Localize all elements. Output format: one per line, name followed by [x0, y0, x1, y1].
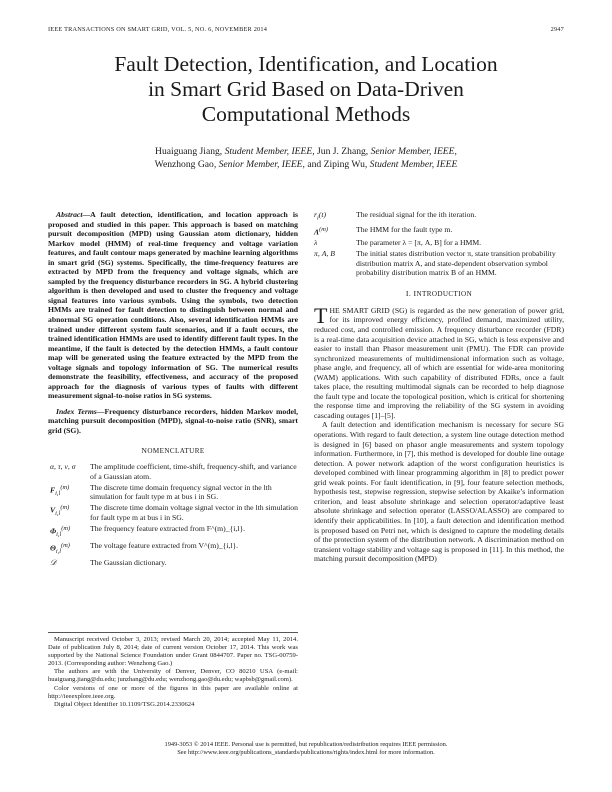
nomenclature-symbol: $\Lambda^{(m)}$	[314, 225, 329, 237]
author-list	[48, 145, 564, 171]
author-line: Wenzhong Gao, Senior Member, IEEE, and Ziping Wu, Student Member, IEEE	[154, 159, 458, 170]
nomenclature-definition: The amplitude coefficient, time-shift, frequency-shift, and variance of a Gaussian atom.	[90, 462, 297, 481]
nomenclature-definition: The initial states distribution vector π, state transition probability distribution matrix A, and state-dependent observation symbol probability distribution matrix B of an HMM.	[356, 249, 556, 278]
nomenclature-symbol: $\Theta_{i,l}^{(m)}$	[50, 542, 70, 556]
nomenclature-row	[48, 483, 298, 504]
nomenclature-definition: The parameter λ = [π, A, B] for a HMM.	[356, 238, 482, 248]
nomenclature-definition: The Gaussian dictionary.	[90, 558, 167, 568]
intro-paragraph	[314, 302, 564, 421]
nomenclature-row	[314, 238, 564, 249]
nomenclature-symbol: $V_{i,l}^{(m)}$	[50, 504, 70, 518]
intro-caps: HE SMART GRID (SG)	[329, 305, 408, 315]
nomenclature-symbol: $\Phi_{i,l}^{(m)}$	[50, 524, 71, 538]
nomenclature-row	[314, 210, 564, 225]
abstract-text: A fault detection, identification, and location approach is proposed and studied in this paper. This approach is based on matching pursuit decomposition (MPD) using Gaussian atom dictionary, hidden Markov model (HMM) of real-time frequency and voltage variation features, and fault contour maps generated by machine learning algorithms in smart grid (SG) systems. Specifically, the time-frequency features are extracted by MPD from the frequency and voltage signals, which are sampled by the frequency disturbance recorders in SG. A hybrid clustering algorithm is then developed and used to cluster the frequency and voltage signal features into various symbols. Using the symbols, two detection HMMs are trained for fault detection to distinguish between normal and abnormal SG operation conditions. Also, several identification HMMs are trained under different system fault scenarios, and if a fault occurs, the trained identification HMMs are used to identify different fault types. In the meantime, if the fault is detected by the detection HMMs, a fault contour map will be generated using the feature extracted by the MPD from the voltage signals and topology information of SG. The numerical results demonstrate the feasibility, effectiveness, and accuracy of the proposed approach for the diagnosis of various types of faults with different measurement signal-to-noise ratios in SG systems.	[48, 210, 298, 401]
nomenclature-symbol: 𝒟	[50, 558, 57, 568]
copyright-line: See http://www.ieee.org/publications_standards/publications/rights/index.html for more information.	[177, 749, 435, 757]
title-line: Computational Methods	[201, 102, 411, 126]
author-line: Huaiguang Jiang, Student Member, IEEE, Jun J. Zhang, Senior Member, IEEE,	[155, 146, 457, 157]
title-line: Fault Detection, Identification, and Location	[114, 52, 498, 76]
intro-text: is regarded as the new generation of power grid, for its improved energy efficiency, profiled demand, maximized utility, reduced cost, and controlled emission. A frequency disturbance recorder (FDR) is a real-time data acquisition device attached in SG, which is less expensive and easier to install than Phasor measurement unit (PMU). The FDR can provide synchronized measurements of multidimensional information such as voltage, phase angle, and frequency, all of which are essential for wide-area monitoring (WAM) applications. With such capability of distributed FDRs, once a fault takes place, the resulting multimodal signals can be recorded to help diagnose the fault type and locate the topological position, which is critical for shortening the response time and improving the reliability of the SG system in avoiding cascading outages [1]–[5].	[314, 305, 564, 420]
copyright-line: 1949-3053 © 2014 IEEE. Personal use is permitted, but republication/redistribution requires IEEE permission.	[164, 741, 448, 748]
footnote-color: Color versions of one or more of the figures in this paper are available online at http://ieeexplore.ieee.org.	[48, 684, 298, 700]
nomenclature-definition: The HMM for the fault type m.	[356, 224, 453, 234]
nomenclature-symbol: π, A, B	[314, 249, 335, 259]
nomenclature-row	[48, 558, 298, 569]
nomenclature-definition: The voltage feature extracted from V^(m)_{i,l}.	[90, 541, 239, 551]
right-column	[314, 210, 564, 564]
introduction-heading: I. INTRODUCTION	[405, 289, 473, 299]
nomenclature-row	[48, 503, 298, 524]
footnotes	[48, 632, 298, 709]
nomenclature-row	[48, 541, 298, 558]
nomenclature-table	[48, 462, 298, 569]
footnote-affiliation: The authors are with the University of Denver, Denver, CO 80210 USA (e-mail: huaiguang.jiang@du.edu; junzhang@du.edu; wenzhong.gao@du.edu; wapbsb@gmail.com).	[48, 668, 298, 684]
running-head	[48, 26, 564, 36]
abstract	[48, 210, 298, 401]
index-terms	[48, 407, 298, 436]
nomenclature-symbol: α, τ, ν, σ	[50, 462, 76, 472]
nomenclature-symbol: λ	[314, 238, 318, 248]
nomenclature-definition: The discrete time domain frequency signal vector in the lth simulation for fault type m at bus i in SG.	[90, 482, 272, 502]
nomenclature-definition: The frequency feature extracted from F^(m)_{i,l}.	[90, 523, 246, 533]
paper-title	[48, 52, 564, 127]
nomenclature-table-continued	[314, 210, 564, 279]
footnote-doi: Digital Object Identifier 10.1109/TSG.2014.2330624	[54, 700, 195, 708]
journal-header: IEEE TRANSACTIONS ON SMART GRID, VOL. 5, NO. 6, NOVEMBER 2014	[48, 26, 268, 33]
title-line: in Smart Grid Based on Data-Driven	[148, 77, 464, 101]
nomenclature-symbol: $F_{i,l}^{(m)}$	[50, 483, 70, 497]
index-terms-label: Index Terms—	[56, 406, 105, 416]
nomenclature-row	[48, 524, 298, 541]
nomenclature-row	[314, 225, 564, 239]
abstract-label: Abstract—	[56, 210, 91, 219]
drop-cap: T	[314, 302, 328, 328]
nomenclature-definition: The discrete time domain voltage signal vector in the lth simulation for fault type m at bus i in SG.	[90, 503, 298, 522]
nomenclature-row	[314, 249, 564, 279]
page-number: 2947	[550, 26, 564, 33]
intro-paragraph: A fault detection and identification mechanism is necessary for secure SG operations. With regard to fault detection, a system line outage detection method is designed in [6] based on phasor angle measurements and system topology information. Furthermore, in [7], this method is developed for double line outage detection. A power network adaption of the worst configuration heuristics is developed combined with linear programming algorithm in [8] to predict power grid weak points. For fault identification, in [9], four feature selection methods, hypothesis test, stepwise regression, stepwise selection by Akaike’s information criterion, and least absolute shrinkage and selection operator/adaptive least absolute shrinkage and selection operator (LASSO/ALASSO) are compared to identify their applicabilities. In [10], a fault detection and identification method is proposed based on Petri net, which is designed to capture the modeling details of the protection system of the distribution network. A discrimination method on transient voltage stability and voltage sag is proposed in [11]. In this method, the matching pursuit decomposition (MPD)	[314, 420, 564, 564]
index-terms-text: Frequency disturbance recorders, hidden Markov model, matching pursuit decomposition (MPD), signal-to-noise ratio (SNR), smart grid (SG).	[48, 406, 298, 436]
nomenclature-heading: NOMENCLATURE	[141, 445, 205, 455]
copyright-notice	[48, 741, 564, 757]
nomenclature-symbol: $r_i(t)$	[314, 210, 327, 222]
footnote-manuscript: Manuscript received October 3, 2013; revised March 20, 2014; accepted May 11, 2014. Date of publication July 8, 2014; date of current version October 17, 2014. This work was supported by the National Science Foundation under Grant 0844707. Paper no. TSG-00759-2013. (Corresponding author: Wenzhong Gao.)	[48, 636, 298, 668]
nomenclature-definition: The residual signal for the ith iteration.	[356, 210, 477, 219]
nomenclature-row	[48, 462, 298, 483]
left-column	[48, 210, 298, 569]
